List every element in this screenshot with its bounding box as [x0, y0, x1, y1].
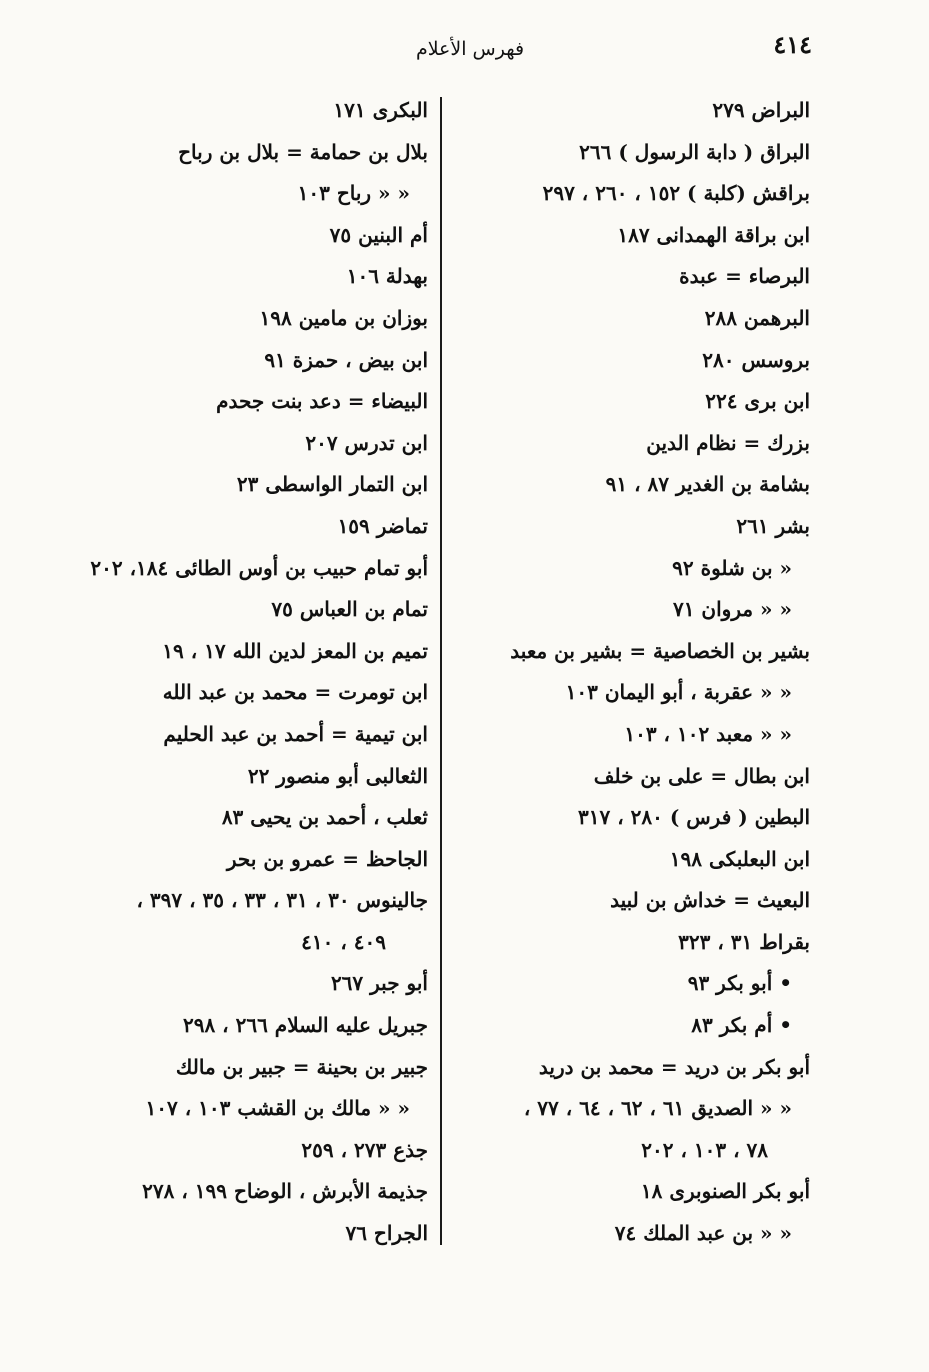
index-entry: « « مالك بن القشب ١٠٣ ، ١٠٧ — [145, 1096, 410, 1121]
running-title: فهرس الأعلام — [415, 38, 525, 60]
index-entry: الجراح ٧٦ — [345, 1221, 428, 1246]
index-entry: ابن تيمية = أحمد بن عبد الحليم — [163, 721, 428, 746]
index-entry: ٧٨ ، ١٠٣ ، ٢٠٢ — [641, 1137, 768, 1162]
index-column-left — [62, 90, 428, 1255]
index-entry: بلال بن حمامة = بلال بن رباح — [178, 139, 428, 164]
index-entry: أبو بكر بن دريد = محمد بن دريد — [538, 1054, 810, 1079]
index-entry: جبريل عليه السلام ٢٦٦ ، ٢٩٨ — [182, 1013, 428, 1038]
index-entry: « « معبد ١٠٢ ، ١٠٣ — [624, 721, 792, 746]
index-entry: ابن تومرت = محمد بن عبد الله — [162, 680, 428, 705]
index-entry: « « الصديق ٦١ ، ٦٢ ، ٦٤ ، ٧٧ ، — [523, 1096, 792, 1121]
index-entry: « « مروان ٧١ — [672, 597, 792, 622]
index-entry: البرهمن ٢٨٨ — [704, 305, 810, 330]
index-entry: « « عقربة ، أبو اليمان ١٠٣ — [565, 680, 792, 705]
index-entry: جذع ٢٧٣ ، ٢٥٩ — [301, 1137, 428, 1162]
index-entry: بشير بن الخصاصية = بشير بن معبد — [510, 638, 810, 663]
index-entry: بوزان بن مامين ١٩٨ — [259, 305, 428, 330]
index-entry: البكرى ١٧١ — [333, 98, 428, 122]
index-entry: بروسس ٢٨٠ — [702, 347, 810, 372]
index-entry: « « بن عبد الملك ٧٤ — [614, 1221, 792, 1246]
index-entry: ابن بيض ، حمزة ٩١ — [264, 347, 428, 372]
index-entry: البيضاء = دعد بنت جحدم — [216, 389, 428, 414]
index-entry: تميم بن المعز لدين الله ١٧ ، ١٩ — [162, 638, 428, 663]
page-number: ٤١٤ — [773, 30, 812, 59]
index-column-right — [460, 90, 810, 1255]
index-entry: الجاحظ = عمرو بن بحر — [226, 846, 428, 871]
index-entry: ابن تدرس ٢٠٧ — [305, 430, 428, 455]
index-entry: بهدلة ١٠٦ — [346, 264, 428, 289]
index-entry: ابن برى ٢٢٤ — [705, 389, 810, 414]
index-entry: • أم بكر ٨٣ — [691, 1013, 792, 1038]
index-entry: جذيمة الأبرش ، الوضاح ١٩٩ ، ٢٧٨ — [142, 1179, 428, 1204]
index-entry: • أبو بكر ٩٣ — [687, 971, 792, 996]
index-entry: ابن بطال = على بن خلف — [593, 763, 810, 788]
index-entry: ٤٠٩ ، ٤١٠ — [301, 929, 386, 954]
index-entry: جبير بن بحينة = جبير بن مالك — [175, 1054, 428, 1079]
index-entry: أبو بكر الصنوبرى ١٨ — [640, 1179, 810, 1204]
index-entry: البراق ( دابة الرسول ) ٢٦٦ — [579, 139, 810, 164]
index-entry: ثعلب ، أحمد بن يحيى ٨٣ — [221, 805, 428, 830]
index-entry: البراض ٢٧٩ — [712, 98, 810, 122]
index-entry: بشر ٢٦١ — [736, 513, 810, 538]
index-entry: أم البنين ٧٥ — [329, 222, 428, 247]
index-entry: البطين ( فرس ) ٢٨٠ ، ٣١٧ — [578, 805, 810, 830]
index-entry: أبو تمام حبيب بن أوس الطائى ١٨٤، ٢٠٢ — [90, 555, 428, 580]
index-entry: « بن شلوة ٩٢ — [672, 555, 792, 580]
index-entry: تماضر ١٥٩ — [337, 513, 428, 538]
index-entry: بشامة بن الغدير ٨٧ ، ٩١ — [605, 472, 810, 497]
index-entry: الثعالبى أبو منصور ٢٢ — [247, 763, 428, 788]
index-entry: تمام بن العباس ٧٥ — [271, 597, 428, 622]
index-entry: البرصاء = عبدة — [679, 264, 810, 289]
column-divider — [440, 97, 442, 1245]
index-entry: ابن التمار الواسطى ٢٣ — [236, 472, 428, 497]
index-entry: « « رباح ١٠٣ — [297, 181, 410, 206]
index-entry: جالينوس ٣٠ ، ٣١ ، ٣٣ ، ٣٥ ، ٣٩٧ ، — [136, 888, 428, 913]
index-entry: البعيث = خداش بن لبيد — [610, 888, 810, 913]
index-entry: براقش (كلبة ) ١٥٢ ، ٢٦٠ ، ٢٩٧ — [542, 181, 810, 206]
index-entry: بزرك = نظام الدين — [646, 430, 810, 455]
index-entry: ابن البعلبكى ١٩٨ — [669, 846, 810, 871]
index-entry: بقراط ٣١ ، ٣٢٣ — [678, 929, 810, 954]
index-entry: ابن براقة الهمدانى ١٨٧ — [617, 222, 810, 247]
index-entry: أبو جبر ٢٦٧ — [330, 971, 428, 996]
